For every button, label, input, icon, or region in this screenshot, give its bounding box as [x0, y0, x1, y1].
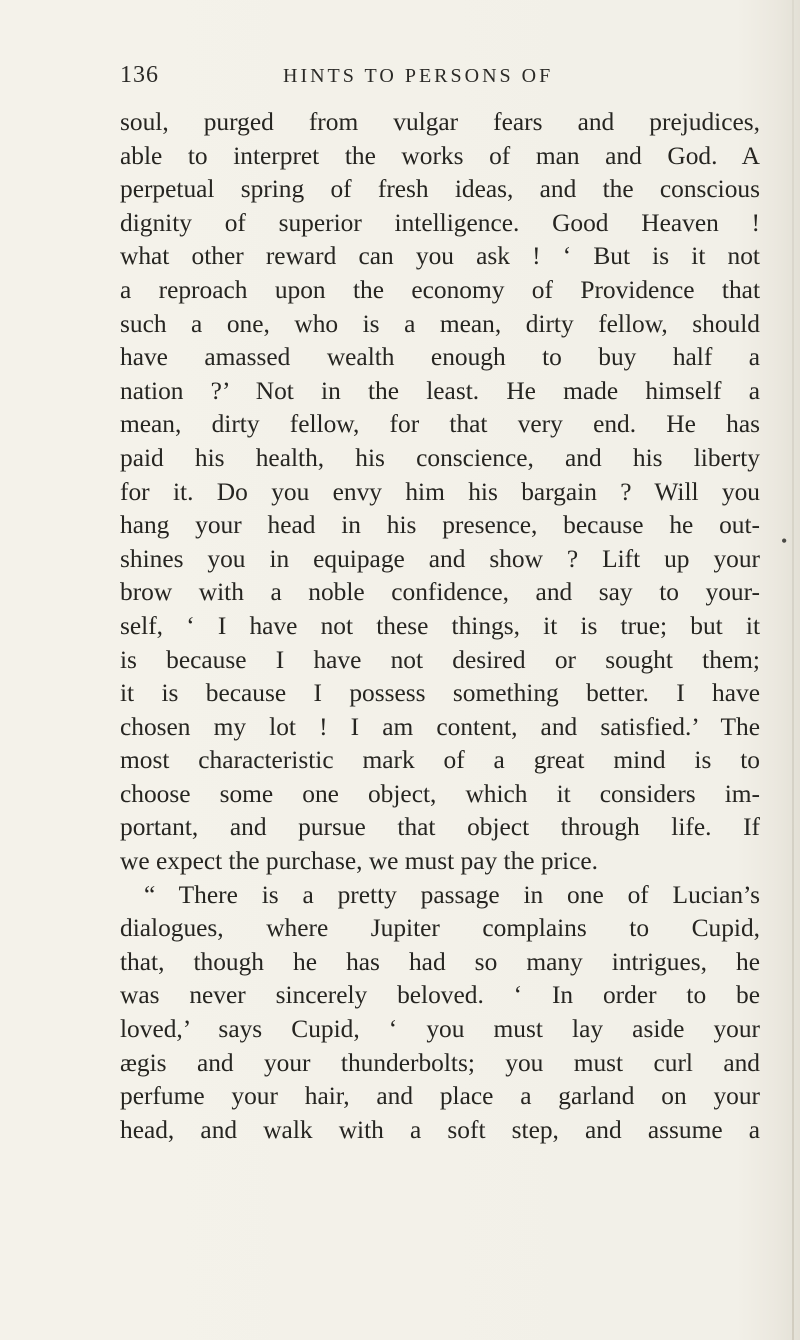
- text-line: soul, purged from vulgar fears and prejudices,: [120, 108, 760, 136]
- text-line: such a one, who is a mean, dirty fellow, should: [120, 309, 760, 338]
- text-line: that, though he has had so many intrigues, he: [120, 947, 760, 976]
- text-line: brow with a noble confidence, and say to your-: [120, 578, 760, 607]
- text-line: it is because I possess something better. I have: [120, 679, 760, 708]
- text-line: paid his health, his conscience, and his liberty: [120, 443, 760, 472]
- text-line: was never sincerely beloved. ‘ In order to be: [120, 981, 760, 1010]
- text-line: most characteristic mark of a great mind is to: [120, 746, 760, 775]
- page-number: 136: [120, 62, 159, 88]
- text-line: shines you in equipage and show ? Lift up your: [120, 544, 760, 573]
- text-line: mean, dirty fellow, for that very end. He has: [120, 410, 760, 439]
- page-edge-shadow: [792, 0, 794, 1340]
- text-line: chosen my lot ! I am content, and satisfied.’ The: [120, 712, 760, 741]
- running-head: HINTS TO PERSONS OF: [283, 65, 554, 87]
- text-line: have amassed wealth enough to buy half a: [120, 343, 760, 372]
- text-line: self, ‘ I have not these things, it is true; but it: [120, 611, 760, 640]
- text-line: ægis and your thunderbolts; you must curl and: [120, 1048, 760, 1077]
- text-line: hang your head in his presence, because he out-: [120, 511, 760, 540]
- text-line: perfume your hair, and place a garland on your: [120, 1082, 760, 1111]
- text-line: is because I have not desired or sought them;: [120, 645, 760, 674]
- text-line: nation ?’ Not in the least. He made himself a: [120, 376, 760, 405]
- text-line: “ There is a pretty passage in one of Lucian’s: [144, 880, 760, 909]
- text-line: able to interpret the works of man and God. A: [120, 141, 760, 170]
- text-line: what other reward can you ask ! ‘ But is it not: [120, 242, 760, 271]
- text-line: dialogues, where Jupiter complains to Cupid,: [120, 914, 760, 943]
- text-line: dignity of superior intelligence. Good Heaven !: [120, 208, 760, 237]
- body-text: [120, 106, 760, 1147]
- text-line: for it. Do you envy him his bargain ? Will you: [120, 477, 760, 506]
- text-line: choose some one object, which it considers im-: [120, 779, 760, 808]
- text-line: loved,’ says Cupid, ‘ you must lay aside your: [120, 1015, 760, 1044]
- text-line: perpetual spring of fresh ideas, and the conscious: [120, 175, 760, 204]
- page-header: [120, 62, 760, 96]
- text-line: we expect the purchase, we must pay the price.: [120, 847, 598, 876]
- text-line: a reproach upon the economy of Providence that: [120, 275, 760, 304]
- text-line: head, and walk with a soft step, and assume a: [120, 1115, 760, 1144]
- stray-ink-mark: •: [781, 531, 788, 551]
- text-line: portant, and pursue that object through life. If: [120, 813, 760, 842]
